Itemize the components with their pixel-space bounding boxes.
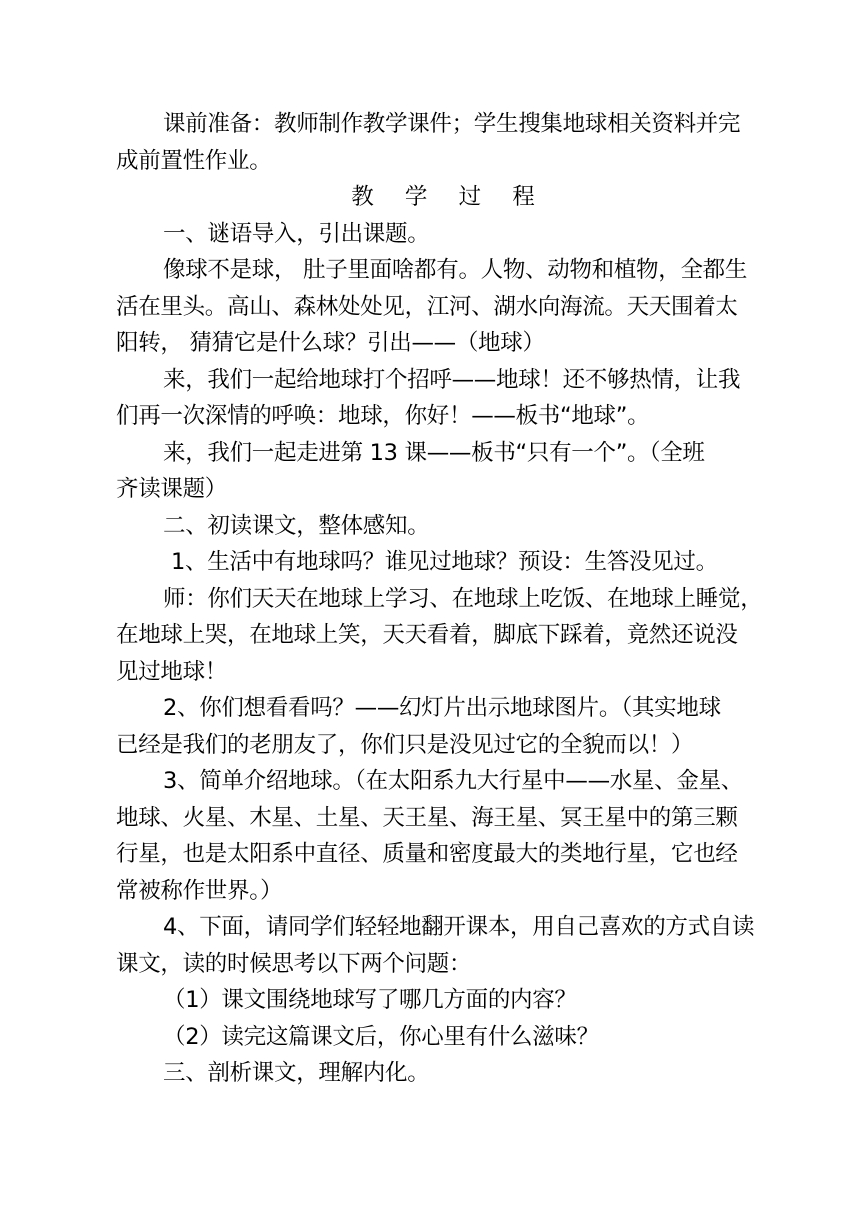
item-3-line-1: 3、简单介绍地球。（在太阳系九大行星中——水星、金星、: [163, 768, 743, 794]
item-3-line-3: 行星，也是太阳系中直径、质量和密度最大的类地行星，它也经: [116, 841, 738, 867]
heading-part-2: 二、初读课文，整体感知。: [163, 512, 430, 539]
paragraph-preparation-line-2: 成前置性作业。: [116, 147, 272, 174]
riddle-line-3: 阳转， 猜猜它是什么球？引出——（地球）: [116, 330, 545, 356]
item-2-line-2: 已经是我们的老朋友了，你们只是没见过它的全貌而以！）: [116, 731, 694, 758]
item-3-line-2: 地球、火星、木星、土星、天王星、海王星、冥王星中的第三颗: [116, 804, 738, 831]
riddle-line-2: 活在里头。高山、森林处处见，江河、湖水向海流。天天围着太: [116, 293, 738, 320]
paragraph-preparation-line-1: 课前准备：教师制作教学课件；学生搜集地球相关资料并完: [163, 111, 741, 137]
sub-question-2: （2）读完这篇课文后，你心里有什么滋味？: [163, 1023, 599, 1050]
heading-part-3: 三、剖析课文，理解内化。: [163, 1060, 430, 1086]
item-4-line-1: 4、下面，请同学们轻轻地翻开课本，用自己喜欢的方式自读: [163, 914, 755, 940]
heading-part-1: 一、谜语导入，引出课题。: [163, 220, 430, 247]
item-3-line-4: 常被称作世界。）: [116, 877, 283, 904]
section-heading: 教 学 过 程: [351, 184, 547, 210]
greeting-line-2: 们再一次深情的呼唤：地球，你好！——板书“地球”。: [116, 403, 650, 429]
greeting-line-1: 来，我们一起给地球打个招呼——地球！还不够热情，让我: [163, 366, 741, 393]
sub-question-1: （1）课文围绕地球写了哪几方面的内容？: [163, 987, 577, 1013]
question-1: 1、生活中有地球吗？谁见过地球？预设：生答没见过。: [171, 549, 718, 575]
teacher-line-2: 在地球上哭，在地球上笑，天天看着，脚底下踩着，竟然还说没: [116, 622, 738, 648]
riddle-line-1: 像球不是球， 肚子里面啥都有。人物、动物和植物，全都生: [163, 257, 748, 283]
lesson-title-line-1: 来，我们一起走进第 13 课——板书“只有一个”。（全班: [163, 439, 705, 466]
item-4-line-2: 课文，读的时候思考以下两个问题：: [116, 950, 472, 977]
teacher-line-1: 师：你们天天在地球上学习、在地球上吃饭、在地球上睡觉，: [163, 585, 763, 612]
document-page: [116, 106, 770, 1092]
teacher-line-3: 见过地球！: [116, 658, 228, 685]
lesson-title-line-2: 齐读课题）: [116, 476, 228, 502]
item-2-line-1: 2、你们想看看吗？——幻灯片出示地球图片。（其实地球: [163, 695, 721, 721]
